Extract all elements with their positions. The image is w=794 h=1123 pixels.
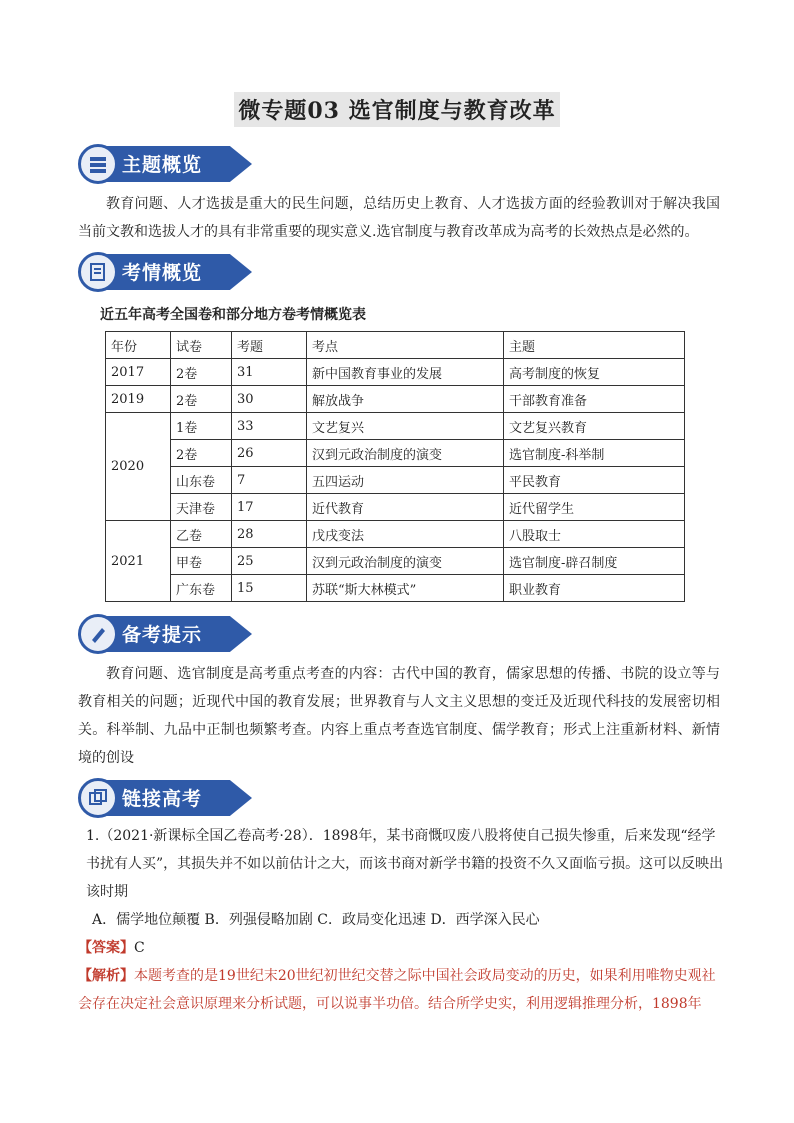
table-row bbox=[106, 467, 685, 494]
overview-paragraph: 教育问题、人才选拔是重大的民生问题，总结历史上教育、人才选拔方面的经验教训对于解决我国当前文教和选拔人才的具有非常重要的现实意义.选官制度与教育改革成为高考的长效热点是必然的。 bbox=[78, 196, 720, 240]
table-cell: 26 bbox=[232, 440, 307, 467]
pencil-icon bbox=[78, 614, 118, 654]
table-cell: 天津卷 bbox=[171, 494, 232, 521]
section-title: 链接高考 bbox=[122, 788, 203, 810]
table-cell: 2019 bbox=[106, 386, 171, 413]
table-row bbox=[106, 386, 685, 413]
table-header-cell: 年份 bbox=[106, 332, 171, 359]
books-icon bbox=[78, 144, 118, 184]
table-cell: 山东卷 bbox=[171, 467, 232, 494]
table-cell: 1卷 bbox=[171, 413, 232, 440]
question-stem: 1.（2021·新课标全国乙卷高考·28）．1898年，某书商慨叹废八股将使自己损失惨重，后来发现“经学书扰有人买”，其损失并不如以前估计之大，而该书商对新学书籍的投资不久又面临亏损。这可以反映出该时期 bbox=[86, 828, 724, 900]
table-cell: 五四运动 bbox=[307, 467, 504, 494]
table-cell: 戊戌变法 bbox=[307, 521, 504, 548]
table-cell: 新中国教育事业的发展 bbox=[307, 359, 504, 386]
table-cell: 30 bbox=[232, 386, 307, 413]
page-title: 微专题03 选官制度与教育改革 bbox=[0, 92, 794, 127]
table-row bbox=[106, 575, 685, 602]
exam-table bbox=[105, 331, 685, 602]
table-cell: 苏联“斯大林模式” bbox=[307, 575, 504, 602]
link-icon bbox=[78, 778, 118, 818]
table-cell: 2017 bbox=[106, 359, 171, 386]
table-cell: 选官制度-科举制 bbox=[504, 440, 685, 467]
table-header-row bbox=[106, 332, 685, 359]
table-cell: 文艺复兴 bbox=[307, 413, 504, 440]
analysis-body: 本题考查的是19世纪末20世纪初世纪交替之际中国社会政局变动的历史，如果利用唯物史观社会存在决定社会意识原理来分析试题，可以说事半功倍。结合所学史实，利用逻辑推理分析，1898年 bbox=[78, 968, 716, 1012]
table-cell: 平民教育 bbox=[504, 467, 685, 494]
table-cell: 2卷 bbox=[171, 386, 232, 413]
table-cell: 八股取士 bbox=[504, 521, 685, 548]
answer-line bbox=[78, 934, 718, 962]
table-cell: 干部教育准备 bbox=[504, 386, 685, 413]
table-cell: 17 bbox=[232, 494, 307, 521]
table-cell: 汉到元政治制度的演变 bbox=[307, 548, 504, 575]
table-cell: 2020 bbox=[106, 413, 171, 521]
table-cell: 乙卷 bbox=[171, 521, 232, 548]
table-cell: 7 bbox=[232, 467, 307, 494]
section-title: 备考提示 bbox=[122, 624, 203, 646]
table-cell: 解放战争 bbox=[307, 386, 504, 413]
table-cell: 33 bbox=[232, 413, 307, 440]
section-title: 主题概览 bbox=[122, 154, 203, 176]
table-row bbox=[106, 494, 685, 521]
table-cell: 甲卷 bbox=[171, 548, 232, 575]
table-cell: 2卷 bbox=[171, 440, 232, 467]
document-icon bbox=[78, 252, 118, 292]
analysis-tag: 【解析】 bbox=[78, 968, 134, 984]
table-row bbox=[106, 548, 685, 575]
table-cell: 汉到元政治制度的演变 bbox=[307, 440, 504, 467]
tips-paragraph: 教育问题、选官制度是高考重点考查的内容：古代中国的教育，儒家思想的传播、书院的设立等与教育相关的问题；近现代中国的教育发展；世界教育与人文主义思想的变迁及近现代科技的发展密切相关。科举制、九品中正制也频繁考查。内容上重点考查选官制度、儒学教育；形式上注重新材料、新情境的创设 bbox=[78, 666, 720, 766]
table-cell: 2卷 bbox=[171, 359, 232, 386]
table-header-cell: 考题 bbox=[232, 332, 307, 359]
table-cell: 近代留学生 bbox=[504, 494, 685, 521]
table-cell: 高考制度的恢复 bbox=[504, 359, 685, 386]
table-cell: 15 bbox=[232, 575, 307, 602]
analysis-text bbox=[78, 962, 724, 1018]
section-title: 考情概览 bbox=[122, 262, 203, 284]
question-options: A．儒学地位颠覆 B．列强侵略加剧 C．政局变化迅速 D．西学深入民心 bbox=[92, 912, 540, 928]
table-cell: 28 bbox=[232, 521, 307, 548]
table-header-cell: 主题 bbox=[504, 332, 685, 359]
table-cell: 31 bbox=[232, 359, 307, 386]
table-cell: 广东卷 bbox=[171, 575, 232, 602]
table-title: 近五年高考全国卷和部分地方卷考情概览表 bbox=[100, 307, 366, 323]
answer-tag: 【答案】 bbox=[78, 940, 134, 956]
table-header-cell: 考点 bbox=[307, 332, 504, 359]
answer-value: C bbox=[134, 940, 145, 956]
table-row bbox=[106, 521, 685, 548]
table-row bbox=[106, 413, 685, 440]
table-row bbox=[106, 440, 685, 467]
table-cell: 25 bbox=[232, 548, 307, 575]
table-cell: 2021 bbox=[106, 521, 171, 602]
table-cell: 选官制度-辟召制度 bbox=[504, 548, 685, 575]
table-row bbox=[106, 359, 685, 386]
table-cell: 文艺复兴教育 bbox=[504, 413, 685, 440]
table-cell: 职业教育 bbox=[504, 575, 685, 602]
table-header-cell: 试卷 bbox=[171, 332, 232, 359]
table-cell: 近代教育 bbox=[307, 494, 504, 521]
